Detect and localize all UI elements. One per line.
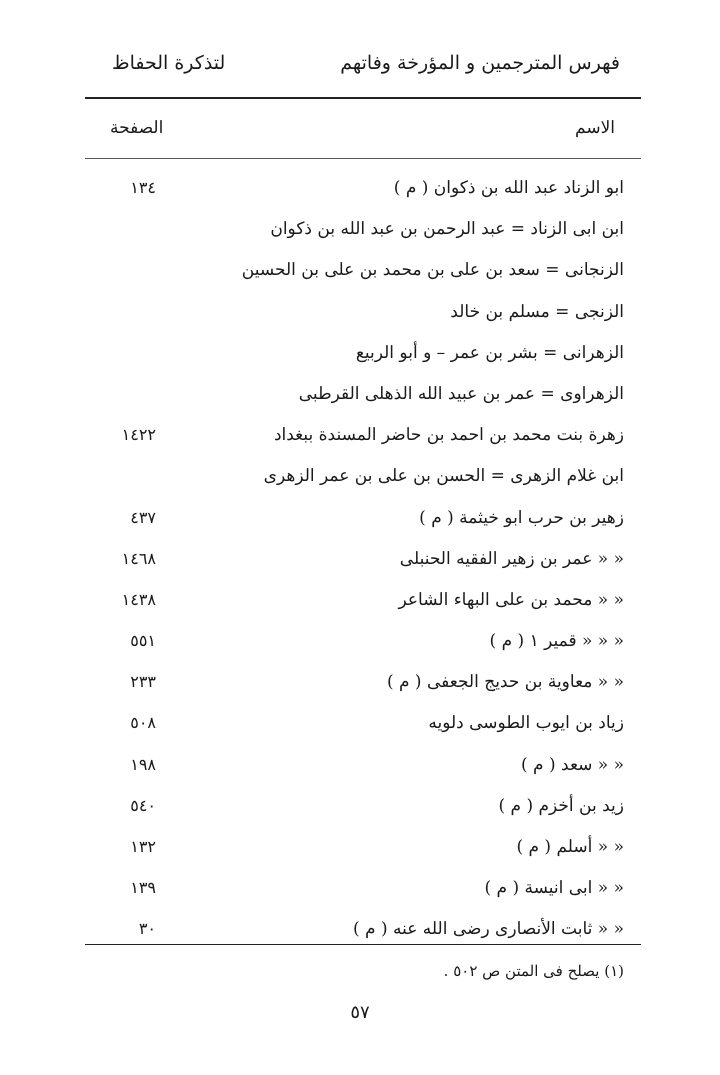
entry-page: ٥٠٨ <box>130 713 156 733</box>
index-entry <box>0 296 720 337</box>
entry-name: الزهراوى = عمر بن عبيد الله الذهلى القرطبى <box>298 383 624 404</box>
index-entry <box>0 254 720 295</box>
header-rule <box>85 97 641 99</box>
entry-page: ١٤٦٨ <box>121 548 156 568</box>
index-entry <box>0 625 720 666</box>
entry-page: ١٤٣٨ <box>121 589 156 609</box>
entry-name: « « ابى انيسة ( م ) <box>484 878 624 899</box>
entry-name: الزنجانى = سعد بن على بن محمد بن على بن الحسين <box>241 260 624 281</box>
entry-name: « « ثابت الأنصارى رضى الله عنه ( م ) <box>353 919 624 940</box>
entry-name: ابن غلام الزهرى = الحسن بن على بن عمر الزهرى <box>263 466 624 487</box>
entry-page: ١٤٢٢ <box>121 425 156 445</box>
index-entry <box>0 749 720 790</box>
entry-page: ١٣٩ <box>130 878 156 898</box>
entry-name: الزهرانى = بشر بن عمر – و أبو الربيع <box>355 342 624 363</box>
entry-name: زيد بن أخزم ( م ) <box>498 795 624 816</box>
column-header-rule <box>85 158 641 159</box>
index-entry <box>0 913 720 954</box>
index-entry <box>0 337 720 378</box>
index-entry <box>0 419 720 460</box>
entry-page: ١٣٤ <box>130 178 156 197</box>
entry-page: ٢٣٣ <box>130 672 156 692</box>
entry-page: ٥٥١ <box>130 631 156 651</box>
name-column-header: الاسم <box>575 118 615 138</box>
entry-name: ابن ابى الزناد = عبد الرحمن بن عبد الله بن ذكوان <box>270 219 624 240</box>
entry-name: « « محمد بن على البهاء الشاعر <box>398 589 624 610</box>
index-entries <box>0 172 720 955</box>
entry-page: ٥٤٠ <box>130 795 156 815</box>
entry-name: « « عمر بن زهير الفقيه الحنبلى <box>399 548 624 569</box>
entry-name: « « « قمير ١ ( م ) <box>489 631 624 652</box>
entry-name: زهرة بنت محمد بن احمد بن حاضر المسندة ببغداد <box>273 425 624 446</box>
book-title: لتذكرة الحفاظ <box>112 52 226 74</box>
index-entry <box>0 543 720 584</box>
index-entry <box>0 213 720 254</box>
entry-name: زياد بن ايوب الطوسى دلويه <box>428 713 624 734</box>
index-entry <box>0 790 720 831</box>
entry-name: « « سعد ( م ) <box>521 754 624 775</box>
index-entry <box>0 460 720 501</box>
footnote-rule <box>85 944 641 945</box>
index-entry <box>0 502 720 543</box>
index-entry <box>0 872 720 913</box>
index-entry <box>0 584 720 625</box>
entry-name: « « معاوية بن حديج الجعفى ( م ) <box>386 672 624 693</box>
entry-name: ابو الزناد عبد الله بن ذكوان ( م ) <box>393 178 624 198</box>
index-entry <box>0 172 720 213</box>
entry-name: « « أسلم ( م ) <box>516 837 624 857</box>
entry-page: ١٣٢ <box>130 837 156 856</box>
index-entry <box>0 707 720 748</box>
index-entry <box>0 831 720 872</box>
page-column-header: الصفحة <box>110 118 164 138</box>
running-title: فهرس المترجمين و المؤرخة وفاتهم <box>340 52 620 74</box>
entry-page: ٤٣٧ <box>130 507 156 527</box>
index-entry <box>0 378 720 419</box>
entry-name: زهير بن حرب ابو خيثمة ( م ) <box>419 507 624 528</box>
entry-page: ٣٠ <box>138 919 156 939</box>
index-entry <box>0 666 720 707</box>
entry-name: الزنجى = مسلم بن خالد <box>450 301 624 322</box>
footnote: (١) يصلح فى المتن ص ٥٠٢ . <box>443 962 624 980</box>
entry-page: ١٩٨ <box>130 754 156 774</box>
page-number: ٥٧ <box>350 1002 370 1023</box>
